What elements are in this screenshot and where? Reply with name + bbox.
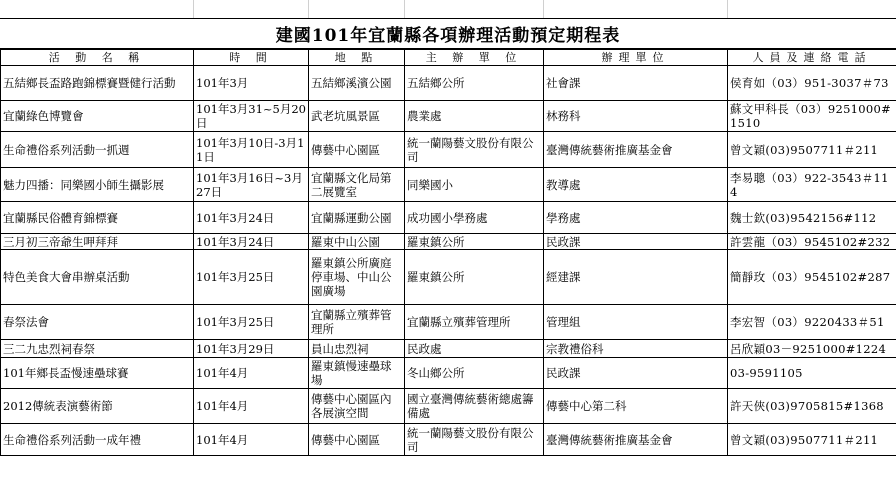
grid-line bbox=[727, 0, 728, 18]
activity-name-cell[interactable]: 三月初三帝爺生呷拜拜 bbox=[1, 234, 194, 250]
handling-unit-cell[interactable]: 臺灣傳統藝術推廣基金會 bbox=[544, 424, 728, 456]
location-cell[interactable]: 宜蘭縣運動公園 bbox=[309, 202, 405, 234]
activity-name-cell[interactable]: 春祭法會 bbox=[1, 305, 194, 340]
activity-name-cell[interactable]: 三二九忠烈祠春祭 bbox=[1, 340, 194, 358]
location-cell[interactable]: 宜蘭縣立殯葬管理所 bbox=[309, 305, 405, 340]
schedule-table bbox=[0, 49, 896, 456]
sheet-title[interactable]: 建國101年宜蘭縣各項辦理活動預定期程表 bbox=[0, 18, 896, 49]
organizer-cell[interactable]: 宜蘭縣立殯葬管理所 bbox=[405, 305, 544, 340]
contact-cell[interactable]: 曾文穎(03)9507711＃211 bbox=[728, 424, 896, 456]
handling-unit-cell[interactable]: 經建課 bbox=[544, 250, 728, 305]
table-row bbox=[1, 358, 896, 389]
table-row bbox=[1, 250, 896, 305]
activity-name-cell[interactable]: 生命禮俗系列活動一抓週 bbox=[1, 132, 194, 168]
organizer-cell[interactable]: 羅東鎮公所 bbox=[405, 250, 544, 305]
table-row bbox=[1, 424, 896, 456]
time-cell[interactable]: 101年3月25日 bbox=[194, 305, 309, 340]
grid-line bbox=[193, 0, 194, 18]
contact-cell[interactable]: 簡靜玫（03）9545102#287 bbox=[728, 250, 896, 305]
time-cell[interactable]: 101年3月24日 bbox=[194, 202, 309, 234]
grid-line bbox=[308, 0, 309, 18]
organizer-cell[interactable]: 農業處 bbox=[405, 101, 544, 132]
header-row bbox=[1, 50, 896, 66]
activity-name-cell[interactable]: 特色美食大會串辦桌活動 bbox=[1, 250, 194, 305]
activity-name-cell[interactable]: 五結鄉長盃路跑錦標賽暨健行活動 bbox=[1, 66, 194, 101]
time-cell[interactable]: 101年4月 bbox=[194, 389, 309, 424]
contact-cell[interactable]: 李宏智（03）9220433＃51 bbox=[728, 305, 896, 340]
handling-unit-cell[interactable]: 宗教禮俗科 bbox=[544, 340, 728, 358]
location-cell[interactable]: 傳藝中心園區內各展演空間 bbox=[309, 389, 405, 424]
contact-cell[interactable]: 許雲龍（03）9545102#232 bbox=[728, 234, 896, 250]
location-cell[interactable]: 五結鄉溪濱公園 bbox=[309, 66, 405, 101]
handling-unit-cell[interactable]: 民政課 bbox=[544, 358, 728, 389]
handling-unit-cell[interactable]: 社會課 bbox=[544, 66, 728, 101]
time-cell[interactable]: 101年3月31~5月20日 bbox=[194, 101, 309, 132]
handling-unit-cell[interactable]: 民政課 bbox=[544, 234, 728, 250]
contact-cell[interactable]: 李易聰（03）922-3543＃114 bbox=[728, 168, 896, 202]
header-contact[interactable]: 人員及連絡電話 bbox=[728, 50, 896, 66]
time-cell[interactable]: 101年3月16日~3月27日 bbox=[194, 168, 309, 202]
handling-unit-cell[interactable]: 管理組 bbox=[544, 305, 728, 340]
table-row bbox=[1, 340, 896, 358]
activity-name-cell[interactable]: 宜蘭縣民俗體育錦標賽 bbox=[1, 202, 194, 234]
time-cell[interactable]: 101年4月 bbox=[194, 424, 309, 456]
organizer-cell[interactable]: 民政處 bbox=[405, 340, 544, 358]
time-cell[interactable]: 101年3月10日-3月11日 bbox=[194, 132, 309, 168]
activity-name-cell[interactable]: 宜蘭綠色博覽會 bbox=[1, 101, 194, 132]
table-row bbox=[1, 389, 896, 424]
time-cell[interactable]: 101年3月25日 bbox=[194, 250, 309, 305]
handling-unit-cell[interactable]: 傳藝中心第二科 bbox=[544, 389, 728, 424]
activity-name-cell[interactable]: 101年鄉長盃慢速壘球賽 bbox=[1, 358, 194, 389]
contact-cell[interactable]: 許天俠(03)9705815#1368 bbox=[728, 389, 896, 424]
organizer-cell[interactable]: 羅東鎮公所 bbox=[405, 234, 544, 250]
organizer-cell[interactable]: 冬山鄉公所 bbox=[405, 358, 544, 389]
grid-line bbox=[404, 0, 405, 18]
header-location[interactable]: 地 點 bbox=[309, 50, 405, 66]
header-time[interactable]: 時 間 bbox=[194, 50, 309, 66]
table-row bbox=[1, 132, 896, 168]
table-row bbox=[1, 66, 896, 101]
handling-unit-cell[interactable]: 教導處 bbox=[544, 168, 728, 202]
table-row bbox=[1, 305, 896, 340]
contact-cell[interactable]: 03-9591105 bbox=[728, 358, 896, 389]
contact-cell[interactable]: 侯育如（03）951-3037＃73 bbox=[728, 66, 896, 101]
contact-cell[interactable]: 呂欣穎03－9251000#1224 bbox=[728, 340, 896, 358]
activity-name-cell[interactable]: 2012傳統表演藝術節 bbox=[1, 389, 194, 424]
handling-unit-cell[interactable]: 臺灣傳統藝術推廣基金會 bbox=[544, 132, 728, 168]
header-handling-unit[interactable]: 辦理單位 bbox=[544, 50, 728, 66]
location-cell[interactable]: 羅東中山公園 bbox=[309, 234, 405, 250]
organizer-cell[interactable]: 成功國小學務處 bbox=[405, 202, 544, 234]
organizer-cell[interactable]: 統一蘭陽藝文股份有限公司 bbox=[405, 132, 544, 168]
location-cell[interactable]: 傳藝中心園區 bbox=[309, 132, 405, 168]
location-cell[interactable]: 羅東鎮公所廣庭停車場、中山公園廣場 bbox=[309, 250, 405, 305]
organizer-cell[interactable]: 國立臺灣傳統藝術總處籌備處 bbox=[405, 389, 544, 424]
contact-cell[interactable]: 魏士欽(03)9542156#112 bbox=[728, 202, 896, 234]
contact-cell[interactable]: 蘇文甲科長（03）9251000#1510 bbox=[728, 101, 896, 132]
location-cell[interactable]: 傳藝中心園區 bbox=[309, 424, 405, 456]
table-row bbox=[1, 168, 896, 202]
handling-unit-cell[interactable]: 林務科 bbox=[544, 101, 728, 132]
time-cell[interactable]: 101年3月24日 bbox=[194, 234, 309, 250]
location-cell[interactable]: 武老坑風景區 bbox=[309, 101, 405, 132]
activity-name-cell[interactable]: 生命禮俗系列活動一成年禮 bbox=[1, 424, 194, 456]
organizer-cell[interactable]: 統一蘭陽藝文股份有限公司 bbox=[405, 424, 544, 456]
organizer-cell[interactable]: 同樂國小 bbox=[405, 168, 544, 202]
table-row bbox=[1, 101, 896, 132]
time-cell[interactable]: 101年4月 bbox=[194, 358, 309, 389]
blank-top-row[interactable] bbox=[0, 0, 896, 18]
table-row bbox=[1, 234, 896, 250]
location-cell[interactable]: 員山忠烈祠 bbox=[309, 340, 405, 358]
contact-cell[interactable]: 曾文穎(03)9507711＃211 bbox=[728, 132, 896, 168]
time-cell[interactable]: 101年3月 bbox=[194, 66, 309, 101]
location-cell[interactable]: 羅東鎮慢速壘球場 bbox=[309, 358, 405, 389]
handling-unit-cell[interactable]: 學務處 bbox=[544, 202, 728, 234]
activity-name-cell[interactable]: 魅力四播：同樂國小師生攝影展 bbox=[1, 168, 194, 202]
grid-line bbox=[543, 0, 544, 18]
organizer-cell[interactable]: 五結鄉公所 bbox=[405, 66, 544, 101]
table-row bbox=[1, 202, 896, 234]
header-organizer[interactable]: 主 辦 單 位 bbox=[405, 50, 544, 66]
time-cell[interactable]: 101年3月29日 bbox=[194, 340, 309, 358]
location-cell[interactable]: 宜蘭縣文化局第二展覽室 bbox=[309, 168, 405, 202]
header-activity-name[interactable]: 活 動 名 稱 bbox=[1, 50, 194, 66]
